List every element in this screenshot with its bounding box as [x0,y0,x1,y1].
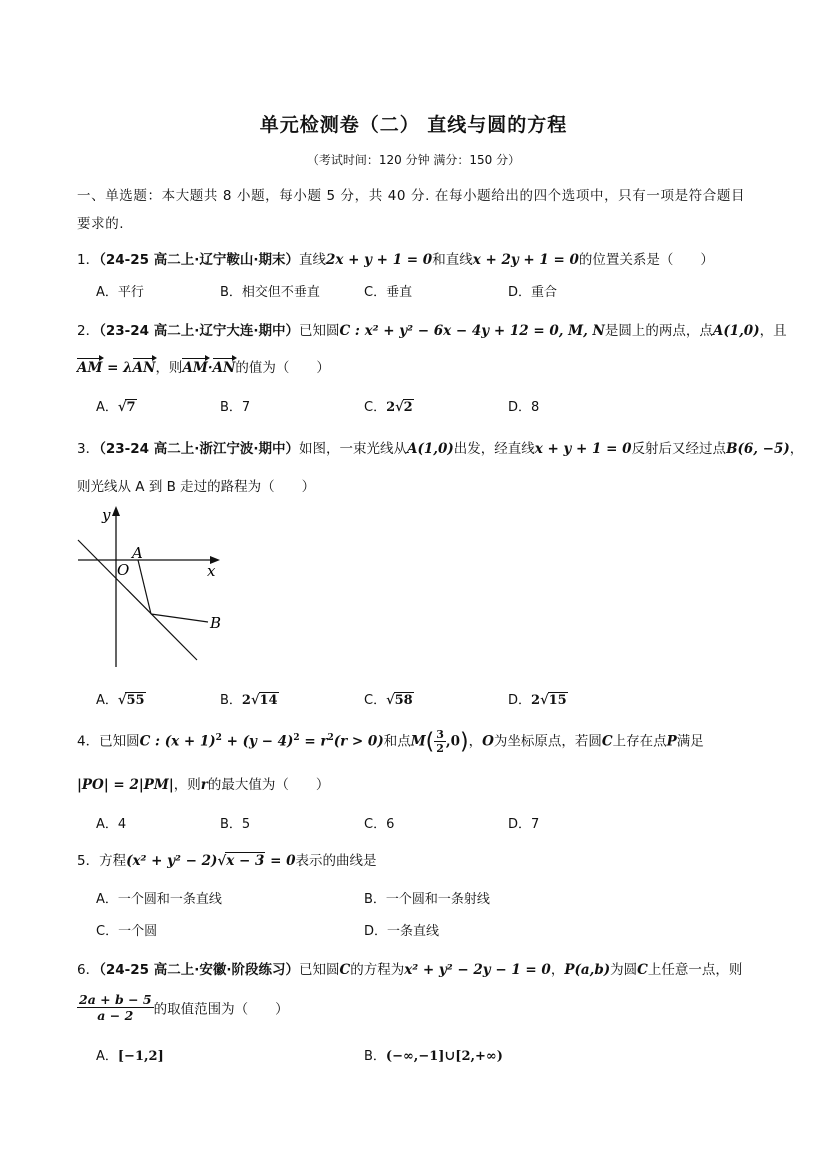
light-ray-reflected [151,614,208,622]
option-a: A．平行 [96,285,144,300]
question-source: （23-24 高二上·辽宁大连·期中） [99,323,299,339]
option-d: D．8 [508,400,540,415]
option-a: A．一个圆和一条直线 [96,892,222,907]
question-source: （23-24 高二上·浙江宁波·期中） [99,441,299,457]
question-1: 1．（24-25 高二上·辽宁鞍山·期末）直线2x + y + 1 = 0和直线x + 2y + 1 = 0的位置关系是（ ） [77,252,714,268]
option-a: A．√55 [96,693,145,708]
option-b: B．5 [220,817,251,832]
question-5: 5．方程(x² + y² − 2)√x − 3 = 0表示的曲线是 [77,853,377,869]
option-c: C．一个圆 [96,924,158,939]
exam-info: （考试时间：120 分钟 满分：150 分） [306,153,521,167]
axis-label-y: y [102,506,111,524]
option-c: C．6 [364,817,395,832]
question-2: 2．（23-24 高二上·辽宁大连·期中）已知圆C : x² + y² − 6x − 4y + 12 = 0, M, N是圆上的两点，点A(1,0)，且 [77,323,787,339]
question-source: （24-25 高二上·安徽·阶段练习） [99,962,299,978]
y-axis-arrow [112,506,120,516]
option-a: A．[−1,2] [96,1049,164,1064]
option-b: B．相交但不垂直 [220,285,320,300]
axis-label-x: x [207,562,216,580]
question-3: 3．（23-24 高二上·浙江宁波·期中）如图，一束光线从A(1,0)出发，经直线x + y + 1 = 0反射后又经过点B(6, −5)， [77,441,804,457]
option-a: A．√7 [96,400,136,415]
question-source: （24-25 高二上·辽宁鞍山·期末） [99,252,299,268]
point-label-b: B [210,614,222,632]
question-6-line2: $\frac{2a + b - 5}{a - 2}$ 的取值范围为（ ） [79,992,289,1023]
question-3-figure [70,502,250,672]
section-heading: 一、单选题：本大题共 8 小题，每小题 5 分，共 40 分. 在每小题给出的四个选项中，只有一项是符合题目要求的. [77,188,746,232]
origin-label: O [117,561,130,579]
option-b: B．一个圆和一条射线 [364,892,490,907]
option-a: A．4 [96,817,127,832]
option-b: B．2√14 [220,693,278,708]
question-4-line2: |PO| = 2|PM|，则r的最大值为（ ） [77,777,330,793]
light-ray-incident [138,560,151,614]
option-b: B．(−∞,−1]∪[2,+∞) [364,1049,503,1064]
option-d: D．2√15 [508,693,567,708]
option-b: B．7 [220,400,251,415]
question-2-line2: AM = λAN，则AM·AN的值为（ ） [77,360,330,376]
option-c: C．2√2 [364,400,413,415]
question-6: 6．（24-25 高二上·安徽·阶段练习）已知圆C的方程为x² + y² − 2y − 1 = 0，P(a,b)为圆C上任意一点，则 [77,962,743,978]
option-c: C．√58 [364,693,413,708]
option-d: D．7 [508,817,540,832]
page-title: 单元检测卷（二） 直线与圆的方程 [259,114,568,136]
point-label-a: A [132,544,143,562]
option-d: D．一条直线 [364,924,440,939]
option-c: C．垂直 [364,285,413,300]
question-3-line2: 则光线从 A 到 B 走过的路程为（ ） [77,479,316,495]
question-4: 4．已知圆C : $(x + 1)^2 + (y - 4)^2 = r^2(r > 0)$和点M( $\frac{3}{2}$ ,0)，O为坐标原点，若圆C上存在点P满足 [77,728,704,755]
option-d: D．重合 [508,285,558,300]
